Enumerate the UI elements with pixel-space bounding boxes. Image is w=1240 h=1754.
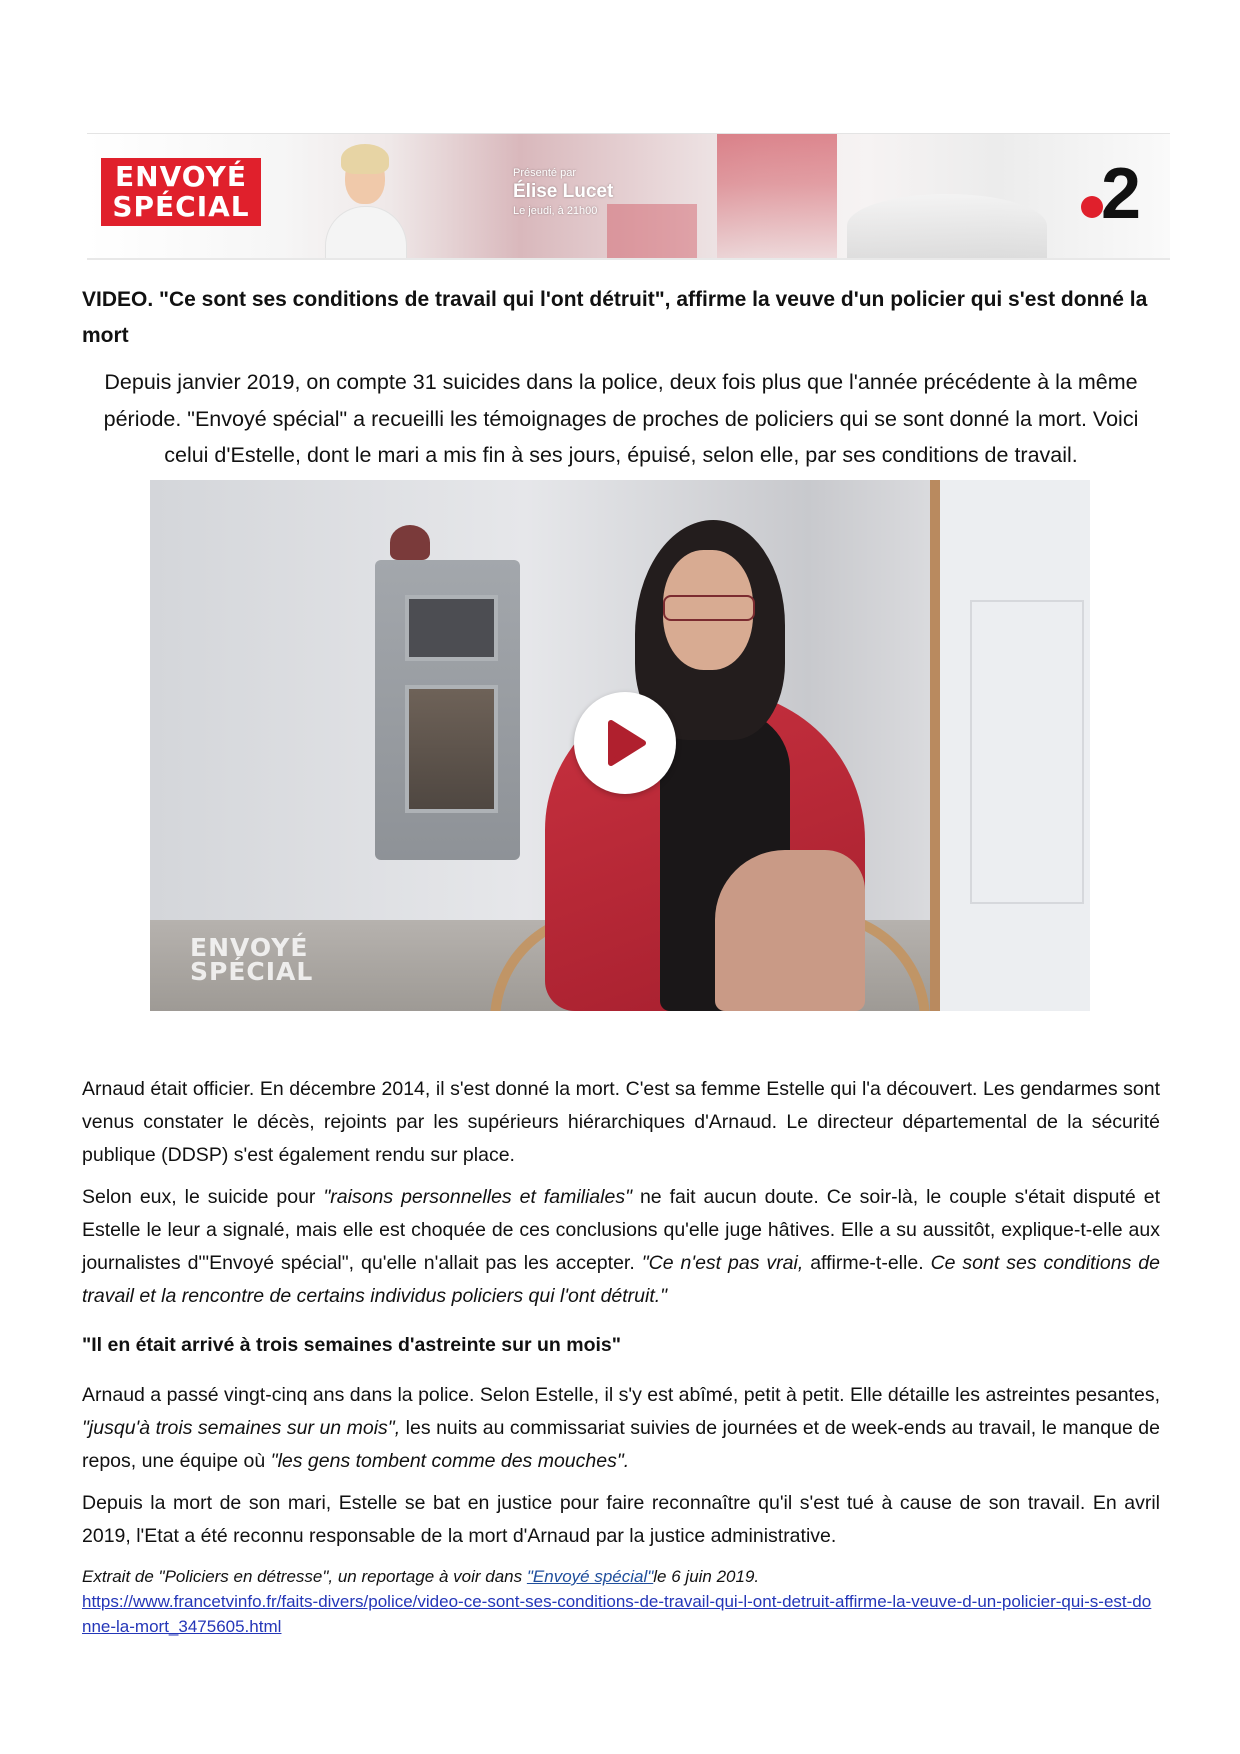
france2-number: 2	[1101, 154, 1142, 234]
banner-set-decoration	[847, 194, 1047, 258]
play-button[interactable]	[574, 692, 676, 794]
presenter-name: Élise Lucet	[513, 181, 614, 202]
presenter-photo	[317, 134, 413, 258]
france2-dot-icon	[1081, 196, 1103, 218]
source-url	[82, 1589, 1160, 1639]
envoye-special-link[interactable]: "Envoyé spécial"	[526, 1567, 654, 1586]
video-player[interactable]	[150, 480, 1090, 1011]
logo-line: ENVOYÉ	[115, 160, 247, 193]
article-lead: Depuis janvier 2019, on compte 31 suicides dans la police, deux fois plus que l'année précédente à la même période. "Envoyé spécial" a recueilli les témoignages de proches de policiers qui se sont donné la mort. Voici celui d'Estelle, dont le mari a mis fin à ses jours, épuisé, selon elle, par ses conditions de travail.	[103, 370, 1139, 467]
source-url-link[interactable]: https://www.francetvinfo.fr/faits-divers/police/video-ce-sont-ses-conditions-de-travail-qui-l-ont-detruit-affirme-la-veuve-d-un-policier-qui-s-est-donne-la-mort_3475605.html	[82, 1592, 1152, 1636]
paragraph-4: Depuis la mort de son mari, Estelle se bat en justice pour faire reconnaître qu'il s'est tué à cause de son travail. En avril 2019, l'Etat a été reconnu responsable de la mort d'Arnaud par la justice administrative.	[82, 1492, 1160, 1547]
section-heading: "Il en était arrivé à trois semaines d'astreinte sur un mois"	[82, 1334, 621, 1356]
banner-set-decoration	[717, 134, 837, 258]
banner-set-decoration	[607, 204, 697, 258]
presenter-caption	[513, 166, 613, 218]
show-banner	[87, 133, 1170, 260]
article-title: VIDEO. "Ce sont ses conditions de travail qui l'ont détruit", affirme la veuve d'un policier qui s'est donné la mort	[82, 288, 1148, 347]
play-icon	[603, 719, 647, 767]
logo-line: SPÉCIAL	[112, 190, 250, 223]
broadcast-schedule: Le jeudi, à 21h00	[513, 205, 598, 217]
presenter-prefix: Présenté par	[513, 167, 576, 179]
source-credit: Extrait de "Policiers en détresse", un reportage à voir dans "Envoyé spécial"le 6 juin 2019.	[82, 1567, 760, 1586]
paragraph-2: Selon eux, le suicide pour "raisons personnelles et familiales" ne fait aucun doute. Ce soir-là, le couple s'était disputé et Estelle le leur a signalé, mais elle est choquée de ces conclusions qu'elle juge hâtives. Elle a su aussitôt, explique-t-elle aux journalistes d'"Envoyé spécial", qu'elle n'allait pas les accepter. "Ce n'est pas vrai, affirme-t-elle. Ce sont ses conditions de travail et la rencontre de certains individus policiers qui l'ont détruit."	[82, 1186, 1160, 1307]
paragraph-3: Arnaud a passé vingt-cinq ans dans la police. Selon Estelle, il s'y est abîmé, petit à petit. Elle détaille les astreintes pesantes, "jusqu'à trois semaines sur un mois", les nuits au commissariat suivies de journées et de week-ends au travail, le manque de repos, une équipe où "les gens tombent comme des mouches".	[82, 1384, 1160, 1472]
france2-logo	[1079, 154, 1159, 234]
paragraph-1: Arnaud était officier. En décembre 2014, il s'est donné la mort. C'est sa femme Estelle qui l'a découvert. Les gendarmes sont venus constater le décès, rejoints par les supérieurs hiérarchiques d'Arnaud. Le directeur départemental de la sécurité publique (DDSP) s'est également rendu sur place.	[82, 1078, 1160, 1166]
video-watermark: ENVOYÉ SPÉCIAL	[190, 933, 314, 986]
envoye-special-logo	[101, 158, 261, 226]
